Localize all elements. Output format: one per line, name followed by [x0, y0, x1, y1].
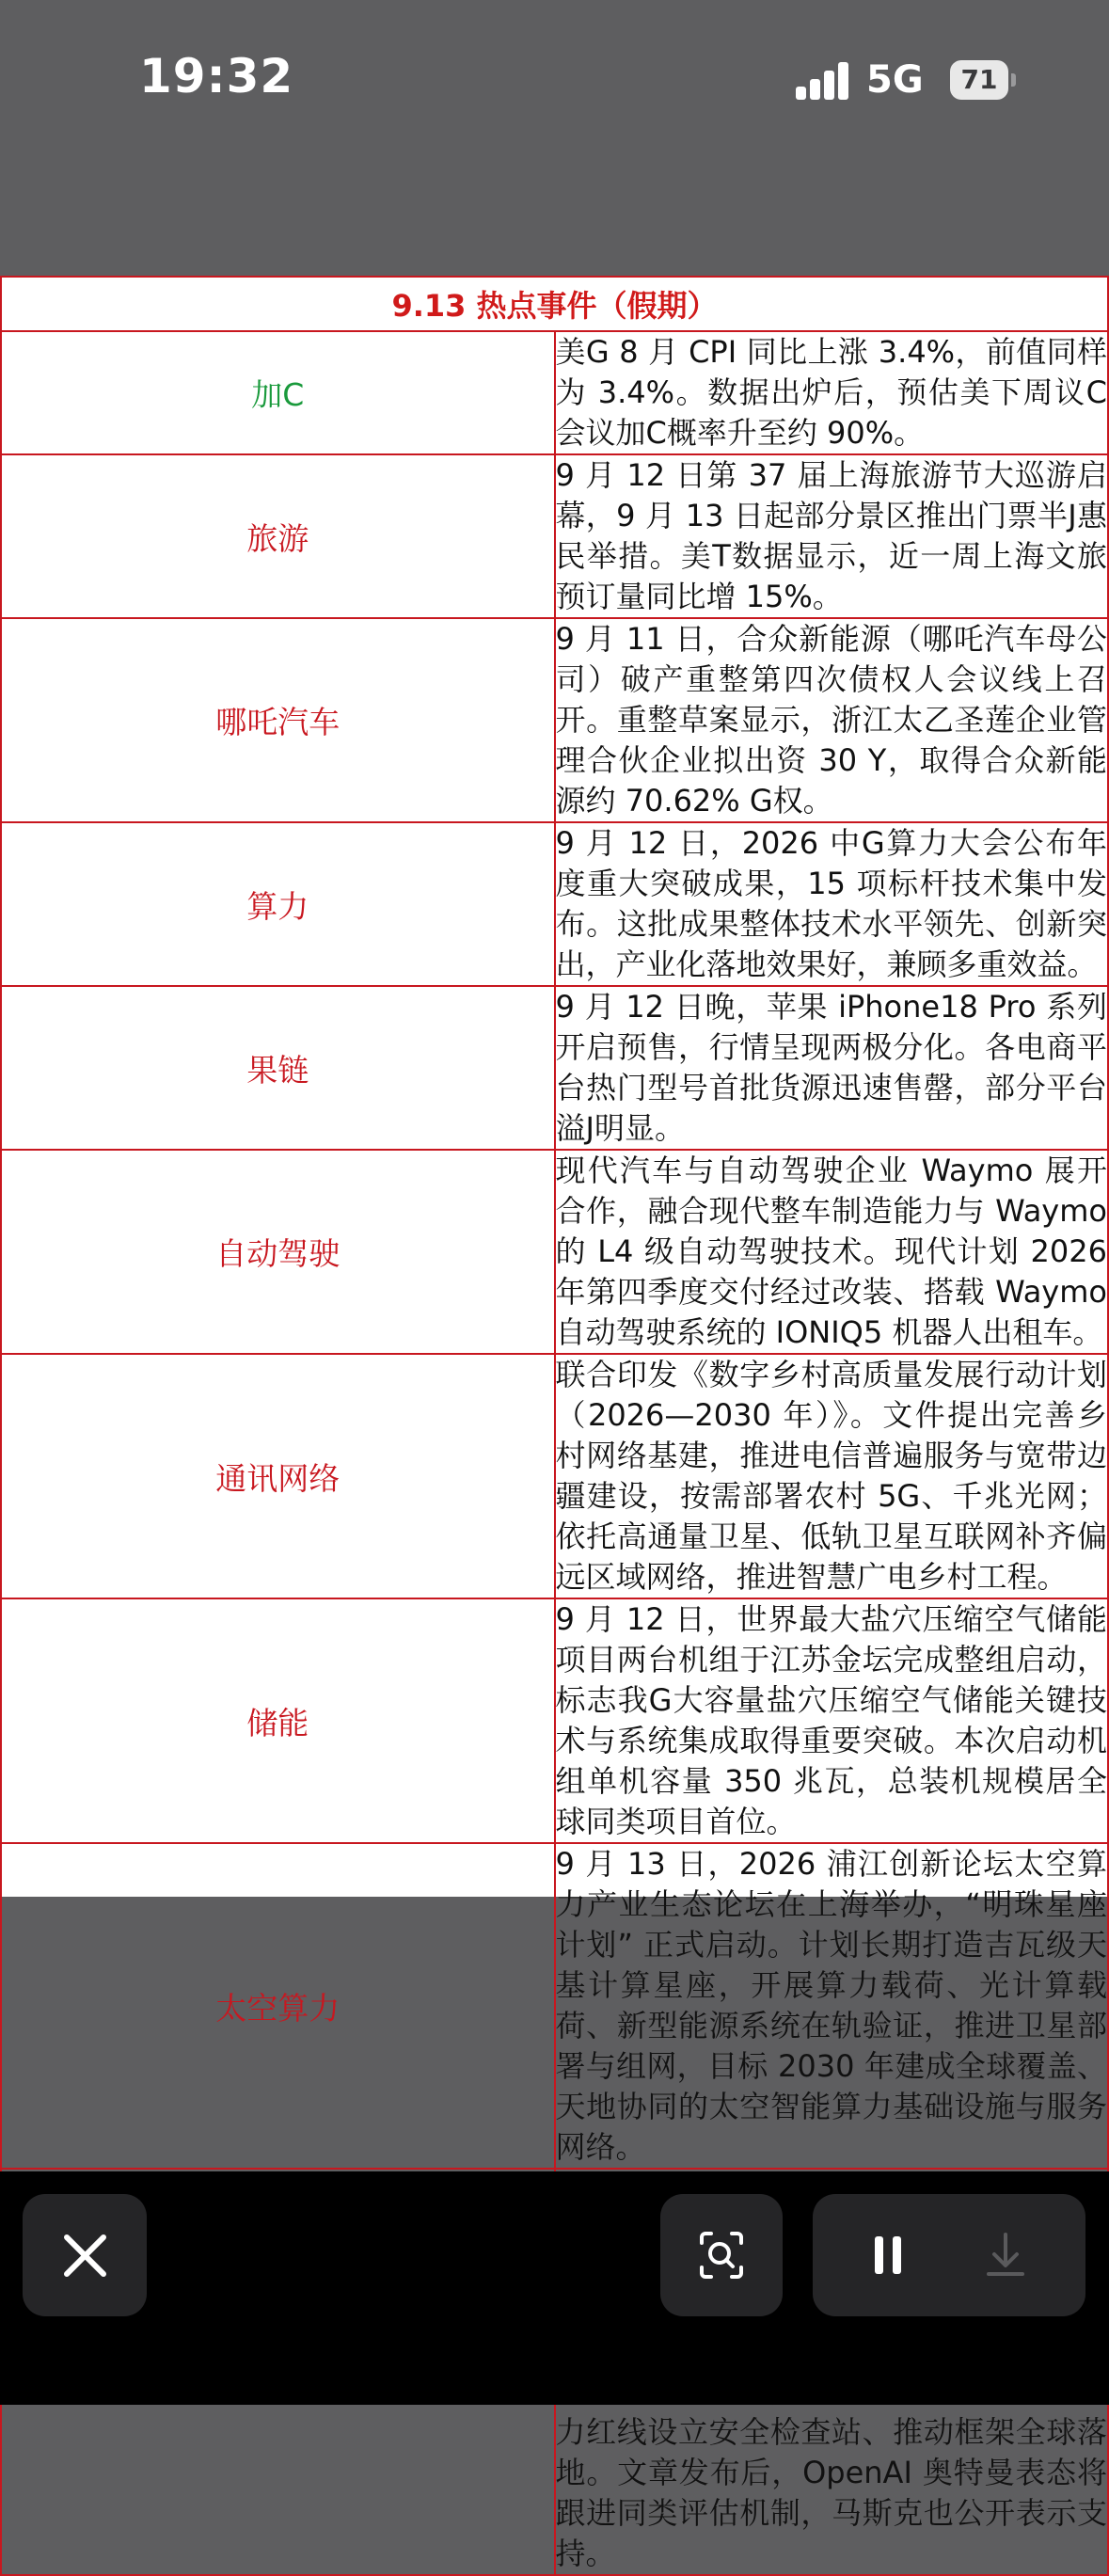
status-bar — [0, 0, 1109, 160]
pause-icon[interactable] — [860, 2227, 916, 2283]
battery-level: 71 — [960, 64, 998, 95]
row-topic: 太空算力 — [1, 1843, 555, 2169]
network-type: 5G — [866, 58, 924, 102]
table-row — [1, 986, 1108, 1150]
row-content: 9 月 12 日，2026 中G算力大会公布年度重大突破成果，15 项标杆技术集中发布。这批成果整体技术水平领先、创新突出，产业化落地效果好，兼顾多重效益。 — [555, 822, 1109, 986]
visual-lookup-button[interactable] — [660, 2194, 783, 2316]
table-row — [1, 1150, 1108, 1354]
row-topic: 储能 — [1, 1598, 555, 1843]
table-row — [1, 618, 1108, 822]
row-topic: 哪吒汽车 — [1, 618, 555, 822]
row-content: 联合印发《数字乡村高质量发展行动计划（2026—2030 年）》。文件提出完善乡村网络基建，推进电信普遍服务与宽带边疆建设，按需部署农村 5G、千兆光网；依托高通量卫星、低轨卫星互联网补齐偏远区域网络，推进智慧广电乡村工程。 — [555, 1354, 1109, 1598]
visual-lookup-icon — [660, 2194, 783, 2316]
cellular-signal-icon — [796, 62, 850, 100]
news-table-image — [0, 276, 1109, 2571]
media-controls — [813, 2194, 1085, 2316]
row-topic: 算力 — [1, 822, 555, 986]
table-row — [1, 454, 1108, 618]
download-icon[interactable] — [977, 2227, 1034, 2283]
table-row — [1, 331, 1108, 454]
row-content: 9 月 12 日，世界最大盐穴压缩空气储能项目两台机组于江苏金坛完成整组启动，标志我G大容量盐穴压缩空气储能关键技术与系统集成取得重要突破。本次启动机组单机容量 350 兆瓦，总装机规模居全球同类项目首位。 — [555, 1598, 1109, 1843]
table-row — [1, 1598, 1108, 1843]
row-content: 现代汽车与自动驾驶企业 Waymo 展开合作，融合现代整车制造能力与 Waymo 的 L4 级自动驾驶技术。现代计划 2026 年第四季度交付经过改装、搭载 Waymo 自动驾驶系统的 IONIQ5 机器人出租车。 — [555, 1150, 1109, 1354]
row-topic: 通讯网络 — [1, 1354, 555, 1598]
row-content: 9 月 12 日第 37 届上海旅游节大巡游启幕，9 月 13 日起部分景区推出门票半J惠民举措。美T数据显示，近一周上海文旅预订量同比增 15%。 — [555, 454, 1109, 618]
news-title: 9.13 热点事件（假期） — [1, 277, 1108, 331]
table-row — [1, 1354, 1108, 1598]
row-content: 力红线设立安全检查站、推动框架全球落地。文章发布后，OpenAI 奥特曼表态将跟进同类评估机制，马斯克也公开表示支持。 — [555, 2169, 1109, 2575]
row-content: 9 月 13 日，2026 浦江创新论坛太空算力产业生态论坛在上海举办，“明珠星座计划” 正式启动。计划长期打造吉瓦级天基计算星座，开展算力载荷、光计算载荷、新型能源系统在轨验证，推进卫星部署与组网，目标 2030 年建成全球覆盖、天地协同的太空智能算力基础设施与服务网络。 — [555, 1843, 1109, 2169]
row-topic: 加C — [1, 331, 555, 454]
row-content: 9 月 11 日，合众新能源（哪吒汽车母公司）破产重整第四次债权人会议线上召开。重整草案显示，浙江太乙圣莲企业管理合伙企业拟出资 30 Y，取得合众新能源约 70.62% G权。 — [555, 618, 1109, 822]
close-icon — [23, 2194, 147, 2316]
close-button[interactable] — [23, 2194, 147, 2316]
battery-tip — [1011, 73, 1016, 87]
table-row — [1, 822, 1108, 986]
row-topic: 自动驾驶 — [1, 1150, 555, 1354]
status-time: 19:32 — [139, 49, 294, 103]
row-content: 9 月 12 日晚，苹果 iPhone18 Pro 系列开启预售，行情呈现两极分化。各电商平台热门型号首批货源迅速售罄，部分平台溢J明显。 — [555, 986, 1109, 1150]
battery-icon — [950, 60, 1008, 100]
row-content: 美G 8 月 CPI 同比上涨 3.4%，前值同样为 3.4%。数据出炉后，预估美下周议C会议加C概率升至约 90%。 — [555, 331, 1109, 454]
row-topic: 旅游 — [1, 454, 555, 618]
row-topic: 果链 — [1, 986, 555, 1150]
table-row — [1, 1843, 1108, 2169]
